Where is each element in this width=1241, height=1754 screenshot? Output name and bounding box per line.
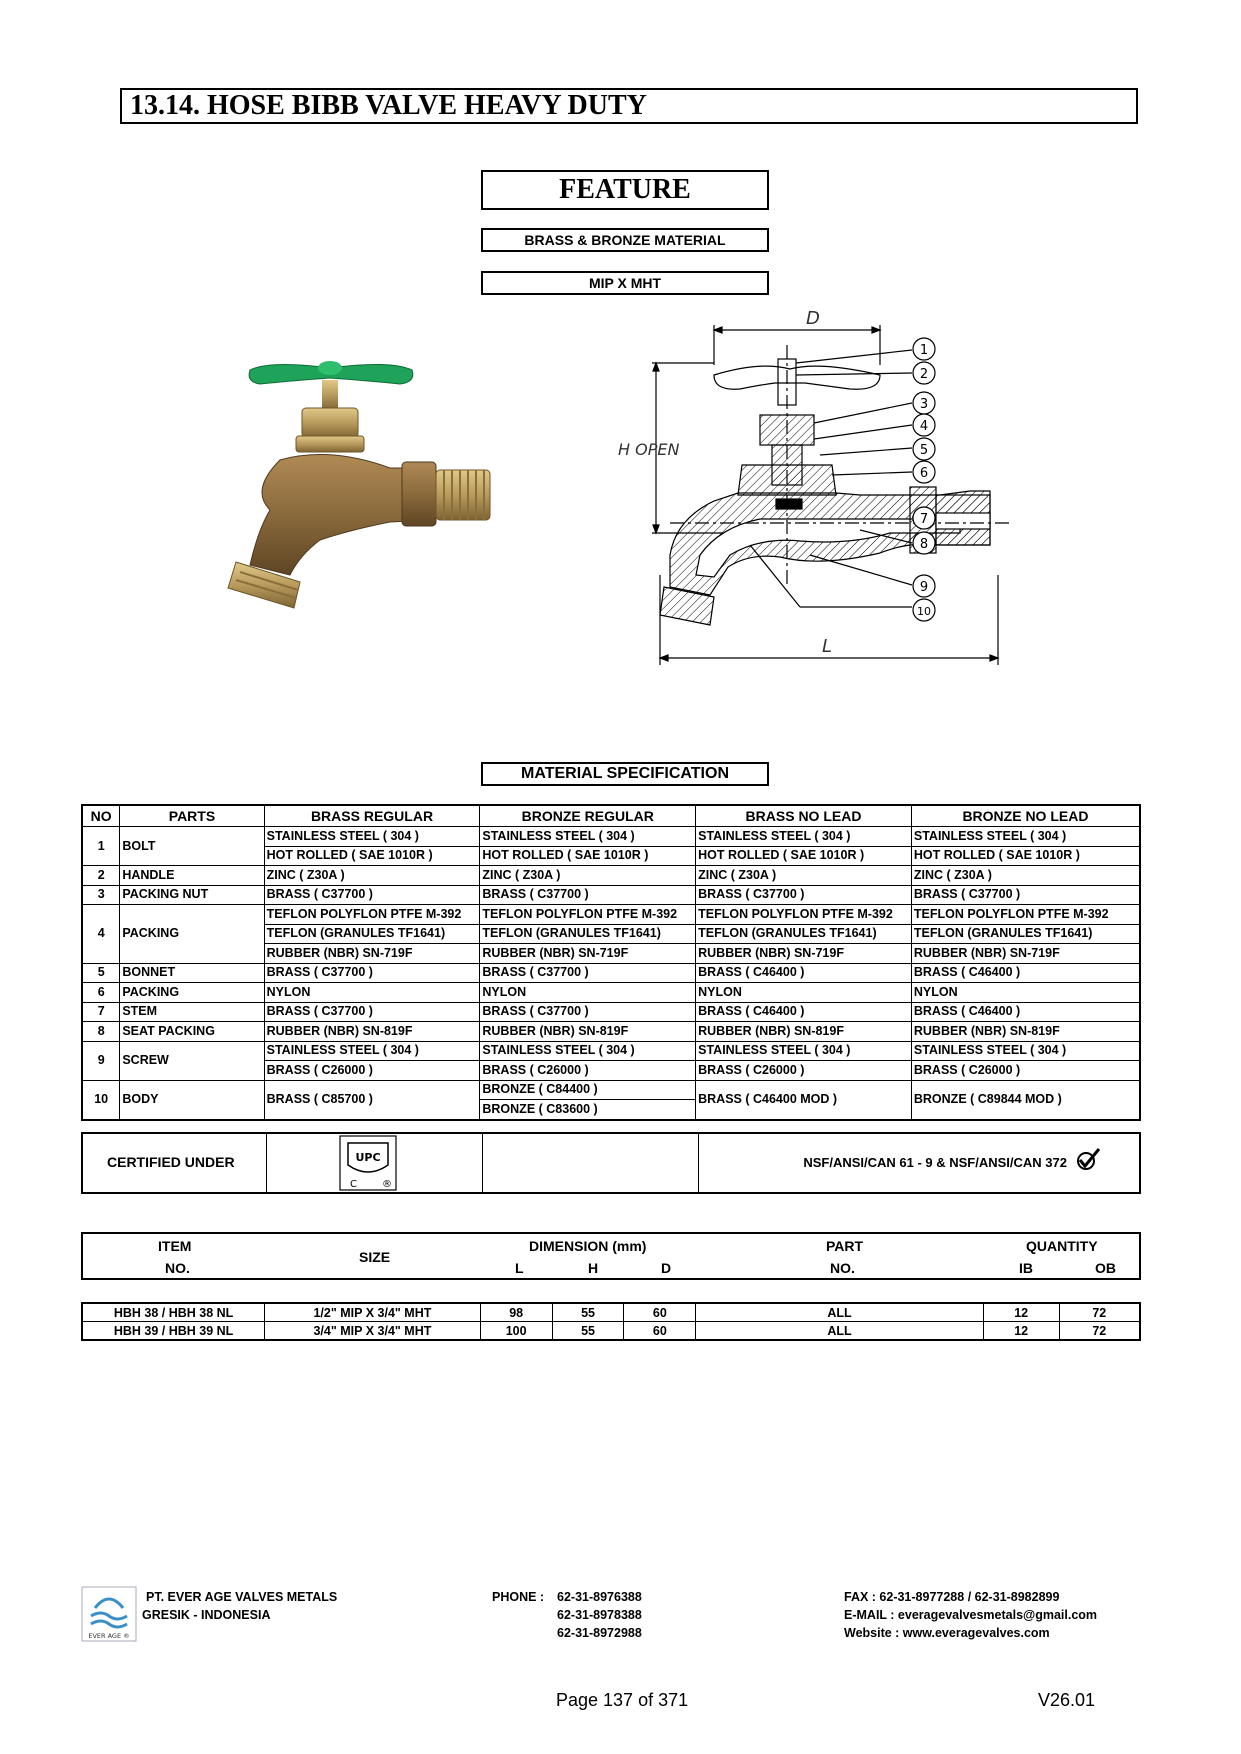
check-mark-icon — [1075, 1146, 1101, 1172]
feature-item-connection: MIP X MHT — [481, 271, 769, 295]
table-cell: BRASS ( C46400 ) — [696, 1002, 912, 1022]
row-part: PACKING — [120, 983, 264, 1003]
logo-caption: EVER AGE ® — [88, 1632, 130, 1640]
table-cell: BRASS ( C46400 MOD ) — [696, 1080, 912, 1120]
table-cell: HOT ROLLED ( SAE 1010R ) — [480, 846, 696, 866]
callout-8: 8 — [919, 537, 929, 552]
table-cell: STAINLESS STEEL ( 304 ) — [480, 1041, 696, 1061]
dim-header-quantity: QUANTITY — [1026, 1238, 1098, 1254]
fax: FAX : 62-31-8977288 / 62-31-8982899 — [844, 1590, 1060, 1604]
version-number: V26.01 — [1038, 1690, 1096, 1710]
table-cell: HOT ROLLED ( SAE 1010R ) — [696, 846, 912, 866]
table-cell: TEFLON (GRANULES TF1641) — [264, 924, 480, 944]
dim-header-part: PART — [826, 1238, 864, 1254]
table-cell: BRASS ( C26000 ) — [480, 1061, 696, 1081]
row-part: STEM — [120, 1002, 264, 1022]
row-no: 2 — [82, 866, 120, 886]
dim-ob: 72 — [1059, 1322, 1140, 1341]
row-no: 1 — [82, 827, 120, 866]
table-cell: ZINC ( Z30A ) — [696, 866, 912, 886]
row-no: 9 — [82, 1041, 120, 1080]
dim-header-item: ITEM — [158, 1238, 192, 1254]
table-row — [82, 1080, 1140, 1100]
dim-size: 1/2" MIP X 3/4" MHT — [265, 1303, 481, 1322]
dim-ob: 72 — [1059, 1303, 1140, 1322]
table-cell: BRONZE ( C89844 MOD ) — [911, 1080, 1140, 1120]
dim-header-ib: IB — [1019, 1260, 1033, 1276]
row-part: PACKING NUT — [120, 885, 264, 905]
row-no: 4 — [82, 905, 120, 964]
callout-5: 5 — [919, 443, 929, 458]
table-cell: TEFLON (GRANULES TF1641) — [696, 924, 912, 944]
callout-2: 2 — [919, 367, 929, 382]
table-cell: STAINLESS STEEL ( 304 ) — [480, 827, 696, 847]
header-brass-regular: BRASS REGULAR — [264, 805, 480, 827]
feature-heading: FEATURE — [481, 170, 769, 210]
dim-part: ALL — [696, 1322, 983, 1341]
table-cell: BRASS ( C37700 ) — [480, 885, 696, 905]
table-cell: NYLON — [696, 983, 912, 1003]
table-cell: TEFLON (GRANULES TF1641) — [480, 924, 696, 944]
table-cell: BRONZE ( C83600 ) — [480, 1100, 696, 1120]
certification-empty-cell — [482, 1134, 699, 1192]
row-part: HANDLE — [120, 866, 264, 886]
table-cell: BRASS ( C26000 ) — [264, 1061, 480, 1081]
table-cell: HOT ROLLED ( SAE 1010R ) — [911, 846, 1140, 866]
dim-header-item-no: NO. — [165, 1260, 190, 1276]
table-cell: RUBBER (NBR) SN-819F — [696, 1022, 912, 1042]
callout-4: 4 — [919, 419, 929, 434]
callout-10: 10 — [917, 605, 931, 618]
dim-ib: 12 — [983, 1303, 1059, 1322]
table-cell: BRASS ( C37700 ) — [264, 1002, 480, 1022]
row-no: 8 — [82, 1022, 120, 1042]
table-cell: STAINLESS STEEL ( 304 ) — [696, 827, 912, 847]
page-number: Page 137 of 371 — [556, 1690, 689, 1710]
dim-header-dimension: DIMENSION (mm) — [529, 1238, 647, 1254]
table-row — [82, 866, 1140, 886]
page-title: 13.14. HOSE BIBB VALVE HEAVY DUTY — [130, 90, 647, 121]
table-cell: RUBBER (NBR) SN-719F — [696, 944, 912, 964]
dim-header-ob: OB — [1095, 1260, 1116, 1276]
dim-item: HBH 38 / HBH 38 NL — [82, 1303, 265, 1322]
table-cell: BRASS ( C85700 ) — [264, 1080, 480, 1120]
callout-7: 7 — [919, 512, 929, 527]
dimension-d-label: D — [806, 308, 820, 329]
callout-1: 1 — [919, 343, 929, 358]
row-part: BONNET — [120, 963, 264, 983]
phone-2: 62-31-8978388 — [557, 1608, 642, 1622]
certified-label: CERTIFIED UNDER — [107, 1154, 235, 1170]
row-part: SCREW — [120, 1041, 264, 1080]
table-cell: BRASS ( C37700 ) — [480, 1002, 696, 1022]
table-cell: ZINC ( Z30A ) — [480, 866, 696, 886]
table-cell: RUBBER (NBR) SN-819F — [911, 1022, 1140, 1042]
table-cell: NYLON — [480, 983, 696, 1003]
ever-age-logo — [81, 1586, 137, 1642]
dim-l: 100 — [480, 1322, 552, 1341]
header-parts: PARTS — [120, 805, 264, 827]
company-name: PT. EVER AGE VALVES METALS — [146, 1590, 338, 1604]
dim-header-size: SIZE — [359, 1249, 391, 1265]
row-no: 5 — [82, 963, 120, 983]
table-cell: BRASS ( C37700 ) — [480, 963, 696, 983]
table-cell: RUBBER (NBR) SN-719F — [264, 944, 480, 964]
dim-l: 98 — [480, 1303, 552, 1322]
certification-standards-cell — [698, 1134, 1139, 1192]
row-no: 6 — [82, 983, 120, 1003]
row-part: BOLT — [120, 827, 264, 866]
row-no: 10 — [82, 1080, 120, 1120]
table-cell: BRASS ( C37700 ) — [264, 885, 480, 905]
header-no: NO — [82, 805, 120, 827]
phone-3: 62-31-8972988 — [557, 1626, 642, 1640]
table-cell: RUBBER (NBR) SN-819F — [264, 1022, 480, 1042]
table-cell: RUBBER (NBR) SN-819F — [480, 1022, 696, 1042]
dimension-table — [81, 1302, 1141, 1341]
table-row — [82, 905, 1140, 925]
table-row — [82, 963, 1140, 983]
svg-text:C: C — [350, 1179, 357, 1190]
header-brass-no-lead: BRASS NO LEAD — [696, 805, 912, 827]
dim-d: 60 — [624, 1322, 696, 1341]
table-cell: TEFLON POLYFLON PTFE M-392 — [911, 905, 1140, 925]
dimension-header — [81, 1232, 1141, 1280]
certification-row — [81, 1132, 1141, 1194]
material-spec-table — [81, 804, 1141, 1121]
company-location: GRESIK - INDONESIA — [142, 1608, 271, 1622]
dim-header-part-no: NO. — [830, 1260, 855, 1276]
product-photo — [180, 350, 520, 610]
table-cell: BRASS ( C46400 ) — [911, 963, 1140, 983]
certified-label-cell — [83, 1134, 267, 1192]
table-cell: BRASS ( C37700 ) — [911, 885, 1140, 905]
table-cell: TEFLON POLYFLON PTFE M-392 — [480, 905, 696, 925]
table-cell: BRASS ( C46400 ) — [696, 963, 912, 983]
table-row — [82, 983, 1140, 1003]
table-cell: HOT ROLLED ( SAE 1010R ) — [264, 846, 480, 866]
table-cell: BRASS ( C26000 ) — [696, 1061, 912, 1081]
dimension-h-label: H OPEN — [618, 440, 680, 459]
table-cell: RUBBER (NBR) SN-719F — [911, 944, 1140, 964]
svg-text:®: ® — [382, 1179, 392, 1190]
header-bronze-no-lead: BRONZE NO LEAD — [911, 805, 1140, 827]
row-part: BODY — [120, 1080, 264, 1120]
page-title-box — [120, 88, 1138, 124]
table-row — [82, 827, 1140, 847]
table-cell: TEFLON (GRANULES TF1641) — [911, 924, 1140, 944]
dim-h: 55 — [552, 1303, 624, 1322]
dimension-l-label: L — [822, 636, 833, 657]
feature-item-material: BRASS & BRONZE MATERIAL — [481, 228, 769, 252]
callout-3: 3 — [919, 397, 929, 412]
certification-standards: NSF/ANSI/CAN 61 - 9 & NSF/ANSI/CAN 372 — [803, 1155, 1067, 1170]
dim-ib: 12 — [983, 1322, 1059, 1341]
table-cell: STAINLESS STEEL ( 304 ) — [696, 1041, 912, 1061]
dim-h: 55 — [552, 1322, 624, 1341]
table-row — [82, 885, 1140, 905]
table-row — [82, 1022, 1140, 1042]
dim-header-l: L — [515, 1260, 524, 1276]
dim-header-d: D — [661, 1260, 672, 1276]
upc-logo-icon — [338, 1135, 398, 1191]
table-cell: STAINLESS STEEL ( 304 ) — [264, 827, 480, 847]
upc-logo-text: UPC — [355, 1151, 381, 1164]
table-row — [82, 1303, 1140, 1322]
callout-6: 6 — [919, 466, 929, 481]
email: E-MAIL : everagevalvesmetals@gmail.com — [844, 1608, 1098, 1622]
dim-item: HBH 39 / HBH 39 NL — [82, 1322, 265, 1341]
upc-logo-cell — [266, 1134, 483, 1192]
row-no: 7 — [82, 1002, 120, 1022]
dim-part: ALL — [696, 1303, 983, 1322]
table-header-row — [82, 805, 1140, 827]
phone-1: 62-31-8976388 — [557, 1590, 642, 1604]
table-cell: STAINLESS STEEL ( 304 ) — [264, 1041, 480, 1061]
table-row — [82, 1002, 1140, 1022]
table-cell: STAINLESS STEEL ( 304 ) — [911, 827, 1140, 847]
table-cell: RUBBER (NBR) SN-719F — [480, 944, 696, 964]
row-part: SEAT PACKING — [120, 1022, 264, 1042]
table-row — [82, 1041, 1140, 1061]
dim-header-h: H — [588, 1260, 599, 1276]
row-no: 3 — [82, 885, 120, 905]
table-cell: BRASS ( C37700 ) — [696, 885, 912, 905]
table-cell: NYLON — [911, 983, 1140, 1003]
table-cell: TEFLON POLYFLON PTFE M-392 — [264, 905, 480, 925]
website: Website : www.everagevalves.com — [844, 1626, 1050, 1640]
dim-d: 60 — [624, 1303, 696, 1322]
table-cell: STAINLESS STEEL ( 304 ) — [911, 1041, 1140, 1061]
table-row — [82, 1322, 1140, 1341]
table-cell: NYLON — [264, 983, 480, 1003]
dim-size: 3/4" MIP X 3/4" MHT — [265, 1322, 481, 1341]
technical-drawing — [610, 305, 1080, 675]
table-cell: BRASS ( C37700 ) — [264, 963, 480, 983]
table-cell: BRASS ( C26000 ) — [911, 1061, 1140, 1081]
material-spec-title: MATERIAL SPECIFICATION — [481, 762, 769, 786]
header-bronze-regular: BRONZE REGULAR — [480, 805, 696, 827]
row-part: PACKING — [120, 905, 264, 964]
phone-label: PHONE : — [492, 1590, 545, 1604]
table-cell: TEFLON POLYFLON PTFE M-392 — [696, 905, 912, 925]
table-cell: BRASS ( C46400 ) — [911, 1002, 1140, 1022]
callout-9: 9 — [919, 580, 929, 595]
table-cell: ZINC ( Z30A ) — [264, 866, 480, 886]
table-cell: BRONZE ( C84400 ) — [480, 1080, 696, 1100]
table-cell: ZINC ( Z30A ) — [911, 866, 1140, 886]
